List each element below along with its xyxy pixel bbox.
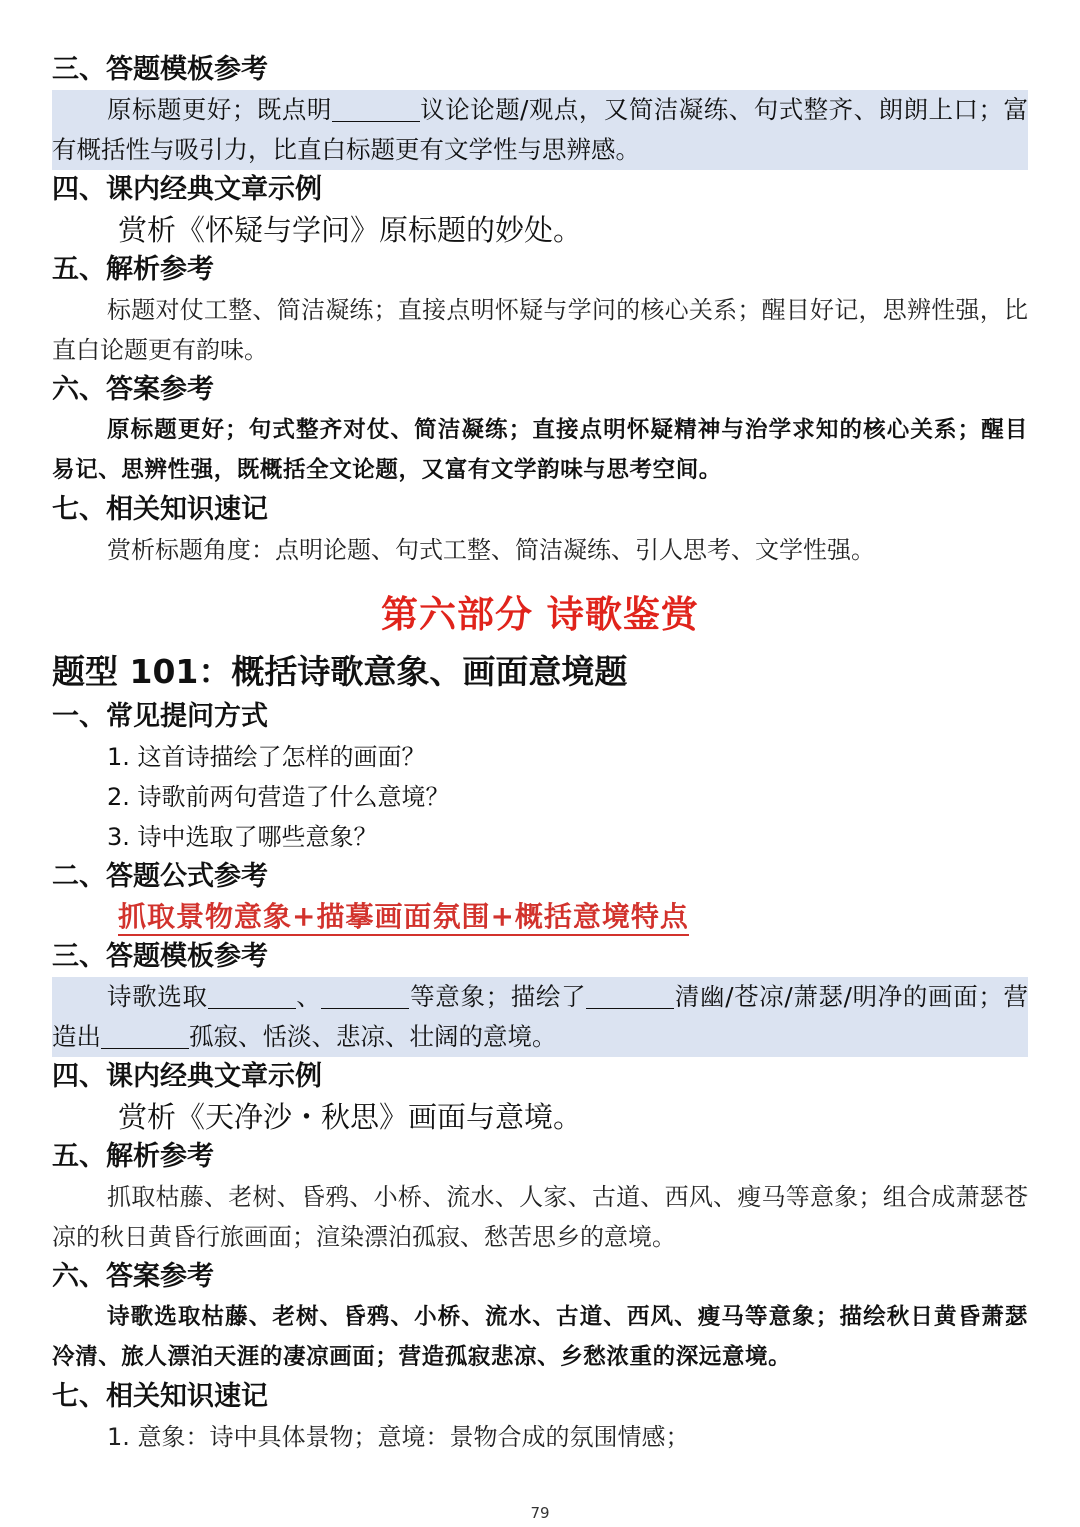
section-heading-analysis: 五、解析参考 [52, 254, 214, 285]
page-content [52, 50, 1028, 1457]
question-type-title: 题型 101：概括诗歌意象、画面意境题 [52, 652, 628, 691]
knowledge-text-2: 1. 意象：诗中具体景物；意境：景物合成的氛围情感； [107, 1423, 690, 1451]
section-heading-analysis-2: 五、解析参考 [52, 1141, 214, 1172]
fill-blank [208, 984, 296, 1009]
fill-blank [321, 984, 409, 1009]
tpl-text-a: 诗歌选取 [107, 982, 208, 1011]
fill-blank [332, 97, 420, 122]
tpl-text-e: 孤寂、恬淡、悲凉、壮阔的意境。 [189, 1022, 557, 1051]
section-heading-knowledge-2: 七、相关知识速记 [52, 1381, 268, 1412]
formula-underlined: 抓取景物意象+描摹画面氛围+概括意境特点 [118, 900, 689, 936]
template-text-2: 议论论题/观点，又简洁凝练、句式整齐、朗朗上口；富有概括性与吸引力，比直白标题更有文学性与思辨感。 [52, 95, 1028, 164]
formula-text [52, 897, 1028, 937]
question-item-1: 1. 这首诗描绘了怎样的画面？ [107, 743, 426, 771]
knowledge-text: 赏析标题角度：点明论题、句式工整、简洁凝练、引人思考、文学性强。 [107, 536, 875, 564]
section-heading-formula: 二、答题公式参考 [52, 861, 268, 892]
answer-text-2: 诗歌选取枯藤、老树、昏鸦、小桥、流水、古道、西风、瘦马等意象；描绘秋日黄昏萧瑟冷清、旅人漂泊天涯的凄凉画面；营造孤寂悲凉、乡愁浓重的深远意境。 [52, 1304, 1028, 1370]
template-box [52, 90, 1028, 170]
question-item-2: 2. 诗歌前两句营造了什么意境？ [107, 783, 450, 811]
fill-blank [586, 984, 674, 1009]
example-text: 赏析《怀疑与学问》原标题的妙处。 [118, 213, 583, 247]
tpl-text-c: 等意象；描绘了 [409, 982, 587, 1011]
template-box-2 [52, 977, 1028, 1057]
section-heading-knowledge: 七、相关知识速记 [52, 494, 268, 525]
section-heading-example-2: 四、课内经典文章示例 [52, 1061, 322, 1092]
section-heading-example: 四、课内经典文章示例 [52, 174, 322, 205]
section-heading-answer: 六、答案参考 [52, 374, 214, 405]
answer-text: 原标题更好；句式整齐对仗、简洁凝练；直接点明怀疑精神与治学求知的核心关系；醒目易记、思辨性强，既概括全文论题，又富有文学韵味与思考空间。 [52, 417, 1028, 483]
part-title: 第六部分 诗歌鉴赏 [381, 593, 699, 636]
tpl-text-b: 、 [295, 982, 322, 1011]
analysis-text: 标题对仗工整、简洁凝练；直接点明怀疑与学问的核心关系；醒目好记，思辨性强，比直白论题更有韵味。 [52, 296, 1028, 364]
section-heading-template: 三、答题模板参考 [52, 54, 268, 85]
section-heading-template-2: 三、答题模板参考 [52, 941, 268, 972]
analysis-text-2: 抓取枯藤、老树、昏鸦、小桥、流水、人家、古道、西风、瘦马等意象；组合成萧瑟苍凉的秋日黄昏行旅画面；渲染漂泊孤寂、愁苦思乡的意境。 [52, 1183, 1028, 1251]
template-text-1: 原标题更好；既点明 [107, 95, 332, 124]
tpl-text-d: 清幽/苍凉/萧瑟/明净的画面；营造出 [52, 982, 1029, 1051]
section-heading-questions: 一、常见提问方式 [52, 701, 268, 732]
fill-blank [101, 1024, 189, 1049]
page-number: 79 [530, 1504, 550, 1522]
section-heading-answer-2: 六、答案参考 [52, 1261, 214, 1292]
example-text-2: 赏析《天净沙・秋思》画面与意境。 [118, 1100, 583, 1134]
question-item-3: 3. 诗中选取了哪些意象？ [107, 823, 378, 851]
